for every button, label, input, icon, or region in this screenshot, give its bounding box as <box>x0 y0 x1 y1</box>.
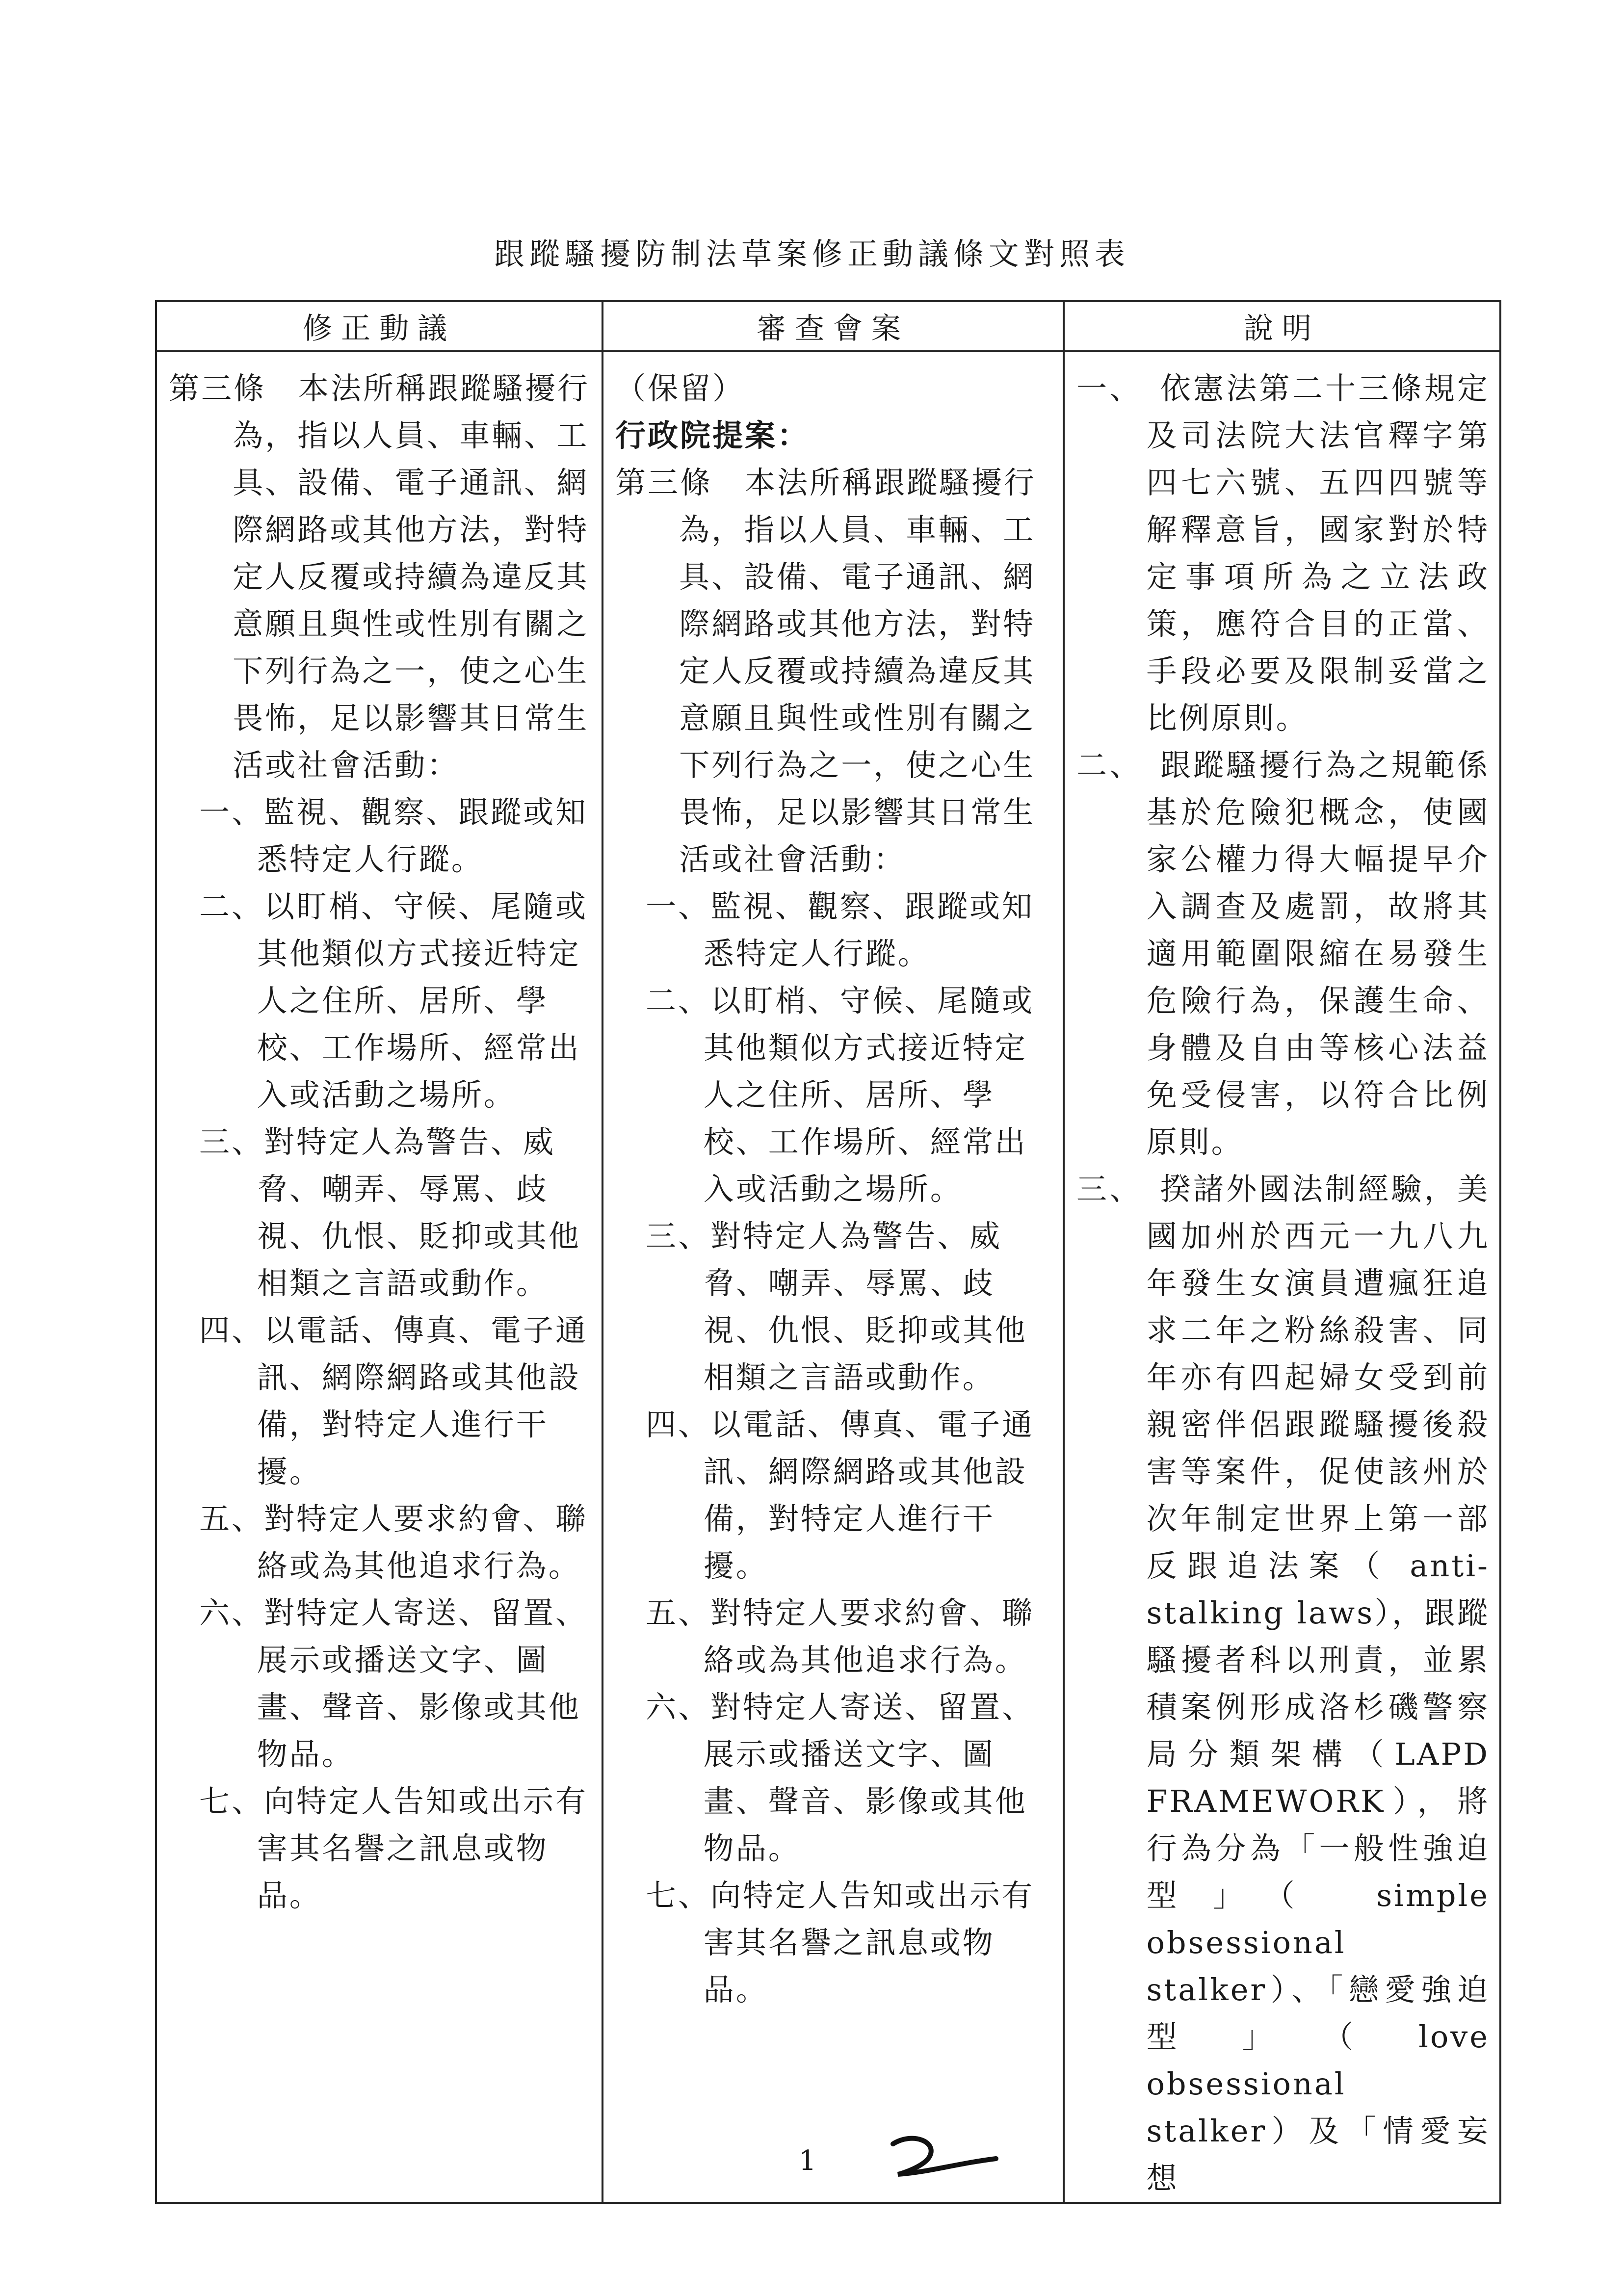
amendment-item: 五、對特定人要求約會、聯絡或為其他追求行為。 <box>199 1501 588 1584</box>
reserved-label: （保留） <box>615 370 745 406</box>
explanation-cell <box>1064 351 1500 2203</box>
proposer-label: 行政院提案： <box>615 417 810 453</box>
body-row <box>156 351 1500 2203</box>
comparison-table <box>155 300 1501 2204</box>
amendment-item: 四、以電話、傳真、電子通訊、網際網路或其他設備，對特定人進行干擾。 <box>199 1312 588 1489</box>
explanation-note: 二、 跟蹤騷擾行為之規範係基於危險犯概念，使國家公權力得大幅提早介入調查及處罰，故將其適用範圍限縮在易發生危險行為，保護生命、身體及自由等核心法益免受侵害，以符合比例原則。 <box>1076 747 1490 1160</box>
handwritten-mark-icon <box>883 2129 1011 2183</box>
amendment-item: 六、對特定人寄送、留置、展示或播送文字、圖畫、聲音、影像或其他物品。 <box>199 1595 588 1772</box>
amendment-article: 第三條 本法所稱跟蹤騷擾行為，指以人員、車輛、工具、設備、電子通訊、網際網路或其他方法，對特定人反覆或持續為違反其意願且與性或性別有關之下列行為之一，使之心生畏怖，足以影響其日常生活或社會活動： <box>169 370 590 783</box>
review-article: 第三條 本法所稱跟蹤騷擾行為，指以人員、車輛、工具、設備、電子通訊、網際網路或其他方法，對特定人反覆或持續為違反其意願且與性或性別有關之下列行為之一，使之心生畏怖，足以影響其日常生活或社會活動： <box>615 465 1037 877</box>
amendment-cell <box>156 351 602 2203</box>
review-item: 五、對特定人要求約會、聯絡或為其他追求行為。 <box>646 1595 1035 1678</box>
amendment-item: 二、以盯梢、守候、尾隨或其他類似方式接近特定人之住所、居所、學校、工作場所、經常出入或活動之場所。 <box>199 888 588 1113</box>
header-review-version: 審查會案 <box>602 301 1064 351</box>
review-item: 一、監視、觀察、跟蹤或知悉特定人行蹤。 <box>646 888 1035 971</box>
explanation-note: 一、 依憲法第二十三條規定及司法院大法官釋字第四七六號、五四四號等解釋意旨，國家對於特定事項所為之立法政策，應符合目的正當、手段必要及限制妥當之比例原則。 <box>1076 370 1490 736</box>
header-explanation: 說明 <box>1064 301 1500 351</box>
document-title: 跟蹤騷擾防制法草案修正動議條文對照表 <box>494 236 1130 272</box>
review-item: 七、向特定人告知或出示有害其名譽之訊息或物品。 <box>646 1878 1035 2008</box>
amendment-item: 七、向特定人告知或出示有害其名譽之訊息或物品。 <box>199 1783 588 1913</box>
explanation-note: 三、 揆諸外國法制經驗，美國加州於西元一九八九年發生女演員遭瘋狂追求二年之粉絲殺害、同年亦有四起婦女受到前親密伴侶跟蹤騷擾後殺害等案件，促使該州於次年制定世界上第一部反跟追法案（ anti-stalking laws），跟蹤騷擾者科以刑責，並累積案例形成洛杉磯警察局分類架構（LAPD FRAMEWORK），將行為分為「一般性強迫型」（ simple obsessional stalker）、「戀愛強迫型」（love obsessional stalker）及「情愛妄想 <box>1076 1171 1490 2196</box>
review-item: 六、對特定人寄送、留置、展示或播送文字、圖畫、聲音、影像或其他物品。 <box>646 1689 1035 1866</box>
review-item: 三、對特定人為警告、威脅、嘲弄、辱罵、歧視、仇恨、貶抑或其他相類之言語或動作。 <box>646 1218 1027 1395</box>
review-cell <box>602 351 1064 2203</box>
amendment-item: 三、對特定人為警告、威脅、嘲弄、辱罵、歧視、仇恨、貶抑或其他相類之言語或動作。 <box>199 1124 581 1301</box>
header-row <box>156 301 1500 351</box>
amendment-item: 一、監視、觀察、跟蹤或知悉特定人行蹤。 <box>199 794 588 877</box>
page-number: 1 <box>799 2145 816 2177</box>
review-item: 二、以盯梢、守候、尾隨或其他類似方式接近特定人之住所、居所、學校、工作場所、經常出入或活動之場所。 <box>646 983 1035 1207</box>
header-amendment: 修正動議 <box>156 301 602 351</box>
review-item: 四、以電話、傳真、電子通訊、網際網路或其他設備，對特定人進行干擾。 <box>646 1407 1035 1584</box>
